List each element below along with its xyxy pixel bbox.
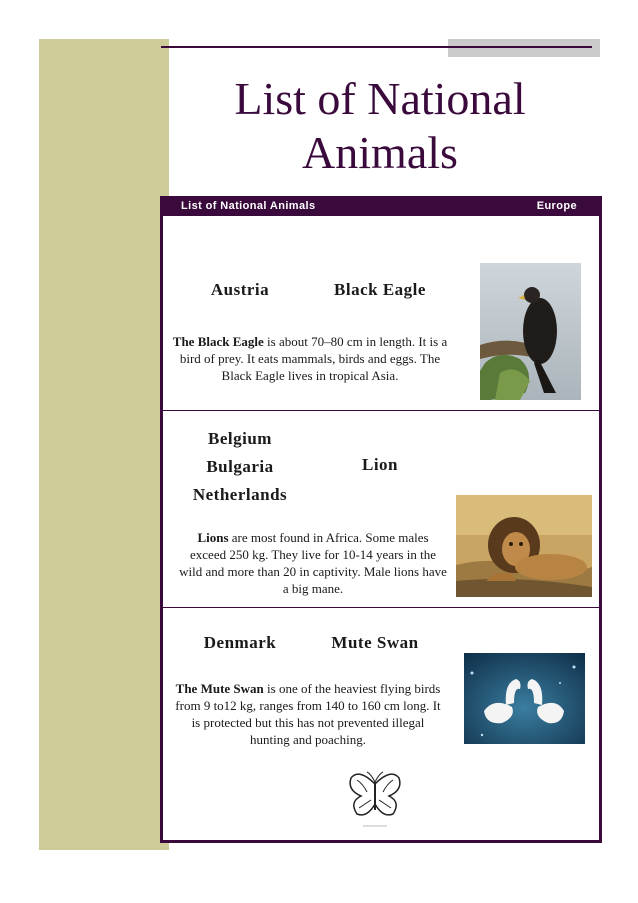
section-divider bbox=[163, 607, 599, 608]
swan-photo bbox=[464, 653, 585, 744]
animal-description-text: are most found in Africa. Some males exceed 250 kg. They live for 10-14 years in the wild and more than 20 in captivity. Male lions have a big mane. bbox=[179, 530, 447, 596]
eagle-photo bbox=[480, 263, 581, 400]
animal-description bbox=[172, 680, 444, 748]
animal-description-lead: Lions bbox=[197, 530, 229, 545]
country-name: Denmark bbox=[203, 633, 277, 652]
banner-label-right: Europe bbox=[536, 200, 577, 212]
butterfly-icon bbox=[345, 766, 405, 830]
animal-name: Lion bbox=[361, 455, 399, 474]
decorative-side-band bbox=[39, 39, 169, 850]
country-name: Bulgaria bbox=[206, 457, 274, 476]
animal-description-lead: The Black Eagle bbox=[172, 334, 264, 349]
lion-photo bbox=[456, 495, 592, 597]
animal-description bbox=[178, 529, 448, 597]
banner-label-left: List of National Animals bbox=[181, 200, 316, 212]
country-name: Belgium bbox=[208, 429, 272, 448]
animal-name: Mute Swan bbox=[331, 633, 419, 652]
animal-name: Black Eagle bbox=[334, 280, 426, 299]
page-title: List of National Animals bbox=[234, 73, 526, 178]
animal-description bbox=[170, 333, 450, 384]
section-banner bbox=[160, 196, 602, 216]
decorative-gray-bar bbox=[448, 39, 600, 57]
decorative-top-rule bbox=[161, 46, 592, 48]
country-name: Austria bbox=[210, 280, 270, 299]
animal-description-text: is one of the heaviest flying birds from 9 to12 kg, ranges from 140 to 160 cm long. It is protected but this has not prevented illegal hunting and poaching. bbox=[175, 681, 441, 747]
country-name: Netherlands bbox=[192, 485, 288, 504]
section-divider bbox=[163, 410, 599, 411]
animal-description-text: is about 70–80 cm in length. It is a bird of prey. It eats mammals, birds and eggs. The Black Eagle lives in tropical Asia. bbox=[179, 334, 448, 383]
animal-description-lead: The Mute Swan bbox=[175, 681, 264, 696]
